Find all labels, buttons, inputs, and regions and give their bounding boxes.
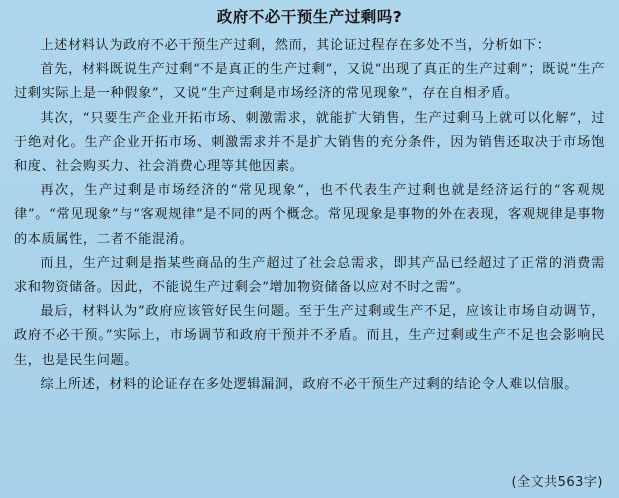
paragraph-second-point: 其次，“只要生产企业开拓市场、刺激需求，就能扩大销售，生产过剩马上就可以化解”，过于绝对化。生产企业开拓市场、刺激需求并不是扩大销售的充分条件，因为销售还取决于市场饱和度、社会购买力、社会消费心理等其他因素。	[14, 110, 605, 175]
word-count-note: (全文共563字)	[511, 475, 603, 490]
paragraph-third-point: 再次，生产过剩是市场经济的“常见现象”，也不代表生产过剩也就是经济运行的“客观规律”。“常见现象”与“客观规律”是不同的两个概念。常见现象是事物的外在表现，客观规律是事物的本质属性，二者不能混淆。	[14, 183, 605, 247]
paragraph-intro: 上述材料认为政府不必干预生产过剩，然而，其论证过程存在多处不当，分析如下：	[40, 38, 551, 53]
paragraph-additional-point: 而且，生产过剩是指某些商品的生产超过了社会总需求，即其产品已经超过了正常的消费需求和物资储备。因此，不能说生产过剩会“增加物资储备以应对不时之需”。	[14, 255, 605, 296]
paragraph-conclusion: 综上所述，材料的论证存在多处逻辑漏洞，政府不必干预生产过剩的结论令人难以信服。	[40, 376, 579, 392]
page-title: 政府不必干预生产过剩吗?	[216, 8, 403, 26]
paragraph-first-point: 首先，材料既说生产过剩“不是真正的生产过剩”，又说“出现了真正的生产过剩”；既说“生产过剩实际上是一种假象”，又说“生产过剩是市场经济的常见现象”，存在自相矛盾。	[14, 62, 605, 102]
paragraph-last-point: 最后，材料认为“政府应该管好民生问题。至于生产过剩或生产不足，应该让市场自动调节，政府不必干预。”实际上，市场调节和政府干预并不矛盾。而且，生产过剩或生产不足也会影响民生，也是民生问题。	[14, 304, 605, 368]
